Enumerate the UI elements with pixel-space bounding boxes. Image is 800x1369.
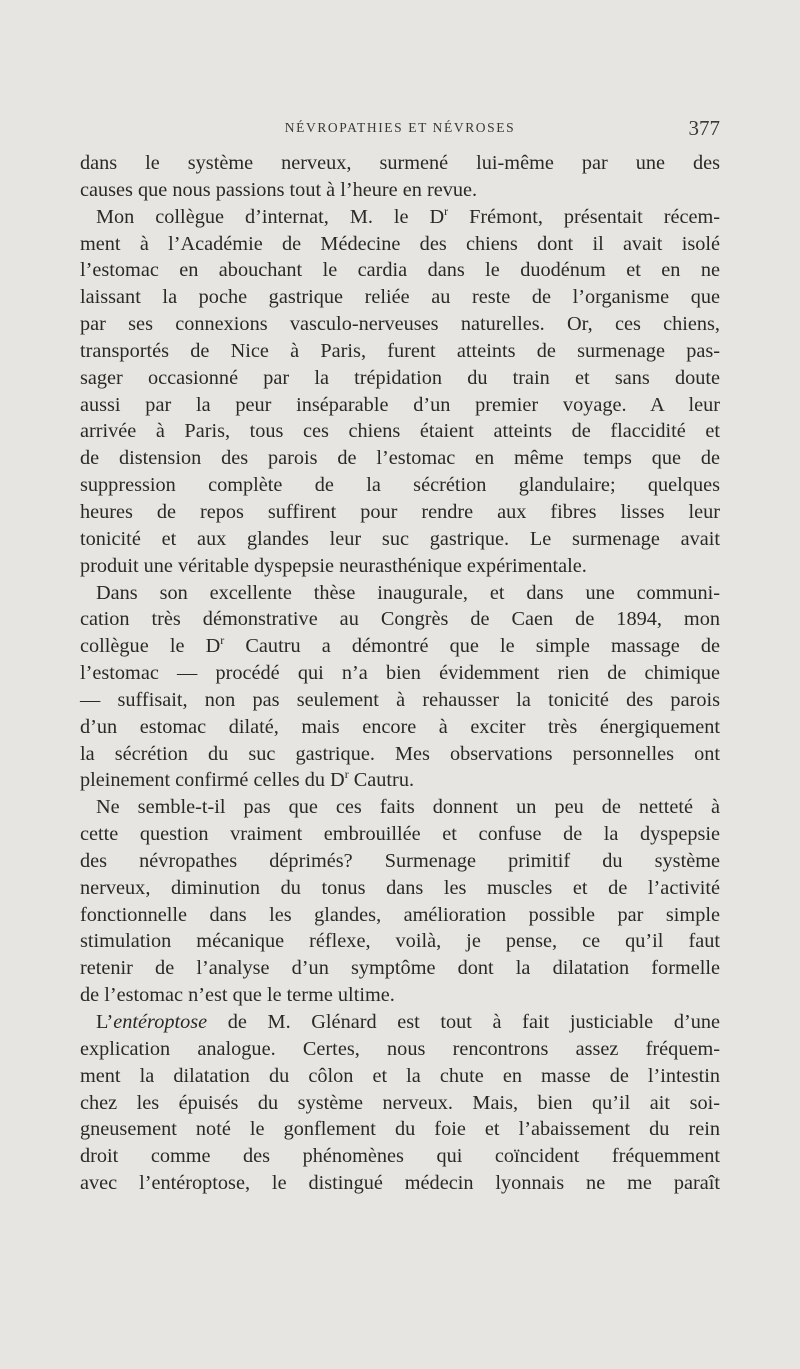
text-line: ment à l’Académie de Médecine des chiens dont il avait isolé xyxy=(80,232,720,255)
text-line: L’entéroptose de M. Glénard est tout à fait justiciable d’une xyxy=(96,1011,720,1033)
text-line: Ne semble-t-il pas que ces faits donnent un peu de netteté à xyxy=(96,796,720,819)
text-line: cette question vraiment embrouillée et confuse de la dyspepsie xyxy=(80,823,720,846)
text-line: produit une véritable dyspepsie neurasthénique expérimentale. xyxy=(80,554,587,577)
text-line: — suffisait, non pas seulement à rehausser la tonicité des parois xyxy=(80,688,720,711)
text-line: de l’estomac n’est que le terme ultime. xyxy=(80,984,395,1007)
text-line: tonicité et aux glandes leur suc gastrique. Le surmenage avait xyxy=(80,527,720,550)
text-line: transportés de Nice à Paris, furent atteints de surmenage pas- xyxy=(80,339,720,362)
text-line: la sécrétion du suc gastrique. Mes observations personnelles ont xyxy=(80,742,720,765)
text-line: dans le système nerveux, surmené lui-même par une des xyxy=(80,152,720,174)
text-line: suppression complète de la sécrétion glandulaire; quelques xyxy=(80,474,720,497)
text-line: retenir de l’analyse d’un symptôme dont la dilatation formelle xyxy=(80,957,720,980)
text-line: pleinement confirmé celles du $D^r$ Cautru. xyxy=(80,767,415,792)
text-line: sager occasionné par la trépidation du train et sans doute xyxy=(80,366,720,389)
text-line: causes que nous passions tout à l’heure en revue. xyxy=(80,178,478,201)
text-line: nerveux, diminution du tonus dans les muscles et de l’activité xyxy=(80,876,720,899)
text-line: chez les épuisés du système nerveux. Mais, bien qu’il ait soi- xyxy=(80,1091,720,1114)
text-line: explication analogue. Certes, nous rencontrons assez fréquem- xyxy=(80,1037,720,1060)
text-line: ment la dilatation du côlon et la chute en masse de l’intestin xyxy=(80,1064,720,1087)
text-line: arrivée à Paris, tous ces chiens étaient atteints de flaccidité et xyxy=(80,420,720,443)
text-line: gneusement noté le gonflement du foie et l’abaissement du rein xyxy=(80,1118,720,1141)
text-line: fonctionnelle dans les glandes, amélioration possible par simple xyxy=(80,903,720,926)
text-line: Dans son excellente thèse inaugurale, et dans une communi- xyxy=(96,581,720,604)
text-line: avec l’entéroptose, le distingué médecin lyonnais ne me paraît xyxy=(80,1172,720,1195)
text-line: laissant la poche gastrique reliée au reste de l’organisme que xyxy=(80,286,720,309)
text-line: aussi par la peur inséparable d’un premier voyage. A leur xyxy=(80,393,720,416)
text-line: d’un estomac dilaté, mais encore à exciter très énergiquement xyxy=(80,715,720,738)
text-line: cation très démonstrative au Congrès de Caen de 1894, mon xyxy=(80,608,720,631)
text-line: de distension des parois de l’estomac en même temps que de xyxy=(80,447,720,470)
text-line: l’estomac en abouchant le cardia dans le duodénum et en ne xyxy=(80,259,720,282)
text-line: collègue le $D^r$ Cautru a démontré que le simple massage de xyxy=(80,633,721,658)
text-line: droit comme des phénomènes qui coïncident fréquemment xyxy=(80,1145,720,1168)
text-line: stimulation mécanique réflexe, voilà, je pense, ce qu’il faut xyxy=(80,930,720,953)
text-line: par ses connexions vasculo-nerveuses naturelles. Or, ces chiens, xyxy=(80,313,720,336)
page-header xyxy=(80,118,720,144)
text-line: l’estomac — procédé qui n’a bien évidemment rien de chimique xyxy=(80,662,720,685)
text-line: heures de repos suffirent pour rendre aux fibres lisses leur xyxy=(80,500,720,523)
running-head: NÉVROPATHIES ET NÉVROSES xyxy=(284,120,516,135)
page-number: 377 xyxy=(688,116,720,140)
text-line: des névropathes déprimés? Surmenage primitif du système xyxy=(80,849,720,872)
text-line: Mon collègue d’internat, M. le $D^r$ Frémont, présentait récem- xyxy=(96,203,720,228)
body-text xyxy=(80,150,720,1197)
